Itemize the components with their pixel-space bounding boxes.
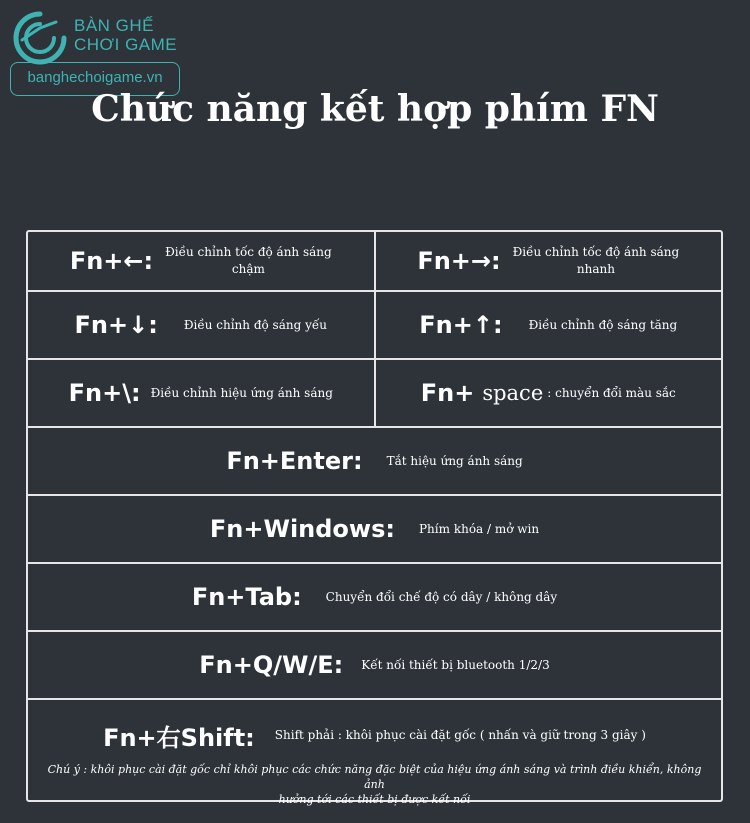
reset-note <box>42 762 707 807</box>
shortcut-desc: Tắt hiệu ứng ánh sáng <box>386 453 523 468</box>
shortcut-desc: Phím khóa / mở win <box>418 521 540 536</box>
shortcut-desc <box>165 244 332 278</box>
table-row <box>28 630 721 698</box>
shortcut-desc-line2: nhanh <box>576 262 615 276</box>
table-row <box>28 426 721 494</box>
shortcut-key: Fn+Q/W/E: <box>199 651 344 679</box>
shortcut-desc-line1: Điều chỉnh tốc độ ánh sáng <box>512 245 680 259</box>
table-row <box>28 562 721 630</box>
brand-mark-icon <box>12 10 68 66</box>
shortcut-desc: Kết nối thiết bị bluetooth 1/2/3 <box>361 657 550 672</box>
table-row <box>28 358 721 426</box>
table-row-reset <box>28 698 721 806</box>
table-row <box>28 290 721 358</box>
shortcut-cell <box>28 428 721 494</box>
shortcut-cell <box>28 232 376 290</box>
shortcut-key: Fn+Tab: <box>191 583 302 611</box>
shortcut-desc-line2: chậm <box>231 262 265 276</box>
shortcut-key: Fn+\: <box>68 379 141 407</box>
shortcut-desc-line1: Điều chỉnh tốc độ ánh sáng <box>165 245 332 259</box>
brand-name-line2: CHƠI GAME <box>74 35 178 54</box>
shortcut-desc: Chuyển đổi chế độ có dây / không dây <box>325 589 558 604</box>
brand-url[interactable]: banghechoigame.vn <box>10 62 180 96</box>
brand-logo <box>10 6 185 101</box>
shortcut-cell <box>28 496 721 562</box>
shortcut-cell <box>28 564 721 630</box>
shortcut-cell <box>28 632 721 698</box>
shortcut-cell <box>28 700 721 770</box>
shortcut-key-space: space <box>482 381 544 405</box>
table-row <box>28 232 721 290</box>
shortcut-desc: Điều chỉnh độ sáng tăng <box>528 317 678 332</box>
shortcut-key: Fn+→: <box>417 247 501 275</box>
shortcut-key: Fn+Windows: <box>209 515 395 543</box>
shortcut-cell <box>376 360 722 426</box>
shortcut-desc: Điều chỉnh hiệu ứng ánh sáng <box>150 385 333 400</box>
shortcut-cell <box>28 360 376 426</box>
shortcut-key: Fn+↓: <box>74 311 158 339</box>
table-row <box>28 494 721 562</box>
shortcut-cell <box>376 292 722 358</box>
fn-shortcut-table <box>26 230 723 806</box>
shortcut-desc <box>513 244 680 278</box>
shortcut-desc: Shift phải : khôi phục cài đặt gốc ( nhấn và giữ trong 3 giây ) <box>274 727 646 742</box>
shortcut-key: Fn+Enter: <box>226 447 363 475</box>
shortcut-desc: Điều chỉnh độ sáng yếu <box>183 317 327 332</box>
brand-name-line1: BÀN GHẾ <box>74 16 155 35</box>
shortcut-cell <box>376 232 722 290</box>
shortcut-cell <box>28 292 376 358</box>
shortcut-key: Fn+ <box>420 379 475 407</box>
shortcut-key: Fn+↑: <box>419 311 503 339</box>
shortcut-key: Fn+←: <box>69 247 154 275</box>
shortcut-desc: : chuyển đổi màu sắc <box>547 385 676 400</box>
shortcut-key: Fn+右Shift: <box>103 723 255 752</box>
reset-note-line2: hưởng tới các thiết bị được kết nối <box>278 793 471 806</box>
page-title: Chức năng kết hợp phím FN <box>91 88 659 130</box>
reset-note-line1: Chú ý : khôi phục cài đặt gốc chỉ khôi phục các chức năng đặc biệt của hiệu ứng ánh sáng và trình điều khiển, không ảnh <box>47 763 702 791</box>
